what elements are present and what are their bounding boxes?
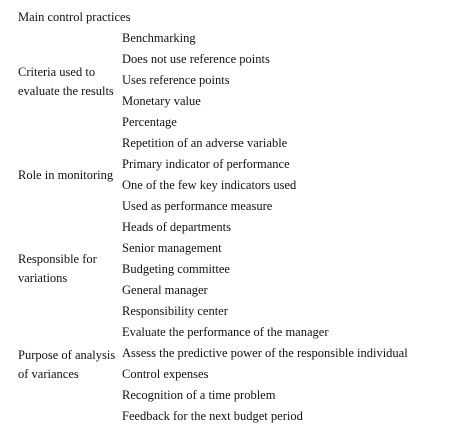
list-item: Evaluate the performance of the manager bbox=[122, 325, 329, 339]
list-item: Senior management bbox=[122, 241, 222, 255]
list-item: Does not use reference points bbox=[122, 52, 270, 66]
list-item: General manager bbox=[122, 283, 208, 297]
list-item: Percentage bbox=[122, 115, 177, 129]
category-label-purpose: Purpose of analysis of variances bbox=[18, 348, 116, 381]
list-item: Uses reference points bbox=[122, 73, 230, 87]
table-title: Main control practices bbox=[18, 10, 131, 24]
list-item: Monetary value bbox=[122, 94, 201, 108]
list-item: One of the few key indicators used bbox=[122, 178, 297, 192]
list-item: Control expenses bbox=[122, 367, 209, 381]
list-item: Recognition of a time problem bbox=[122, 388, 276, 402]
category-label-role: Role in monitoring bbox=[18, 168, 114, 182]
list-item: Used as performance measure bbox=[122, 199, 273, 213]
list-item: Feedback for the next budget period bbox=[122, 409, 303, 423]
list-item: Primary indicator of performance bbox=[122, 157, 290, 171]
list-item: Benchmarking bbox=[122, 31, 196, 45]
list-item: Heads of departments bbox=[122, 220, 231, 234]
list-item: Budgeting committee bbox=[122, 262, 230, 276]
list-item: Responsibility center bbox=[122, 304, 228, 318]
list-item: Assess the predictive power of the responsible individual bbox=[122, 346, 408, 360]
category-label-responsible: Responsible for variations bbox=[18, 252, 97, 285]
category-label-criteria: Criteria used to evaluate the results bbox=[18, 65, 114, 98]
list-item: Repetition of an adverse variable bbox=[122, 136, 288, 150]
